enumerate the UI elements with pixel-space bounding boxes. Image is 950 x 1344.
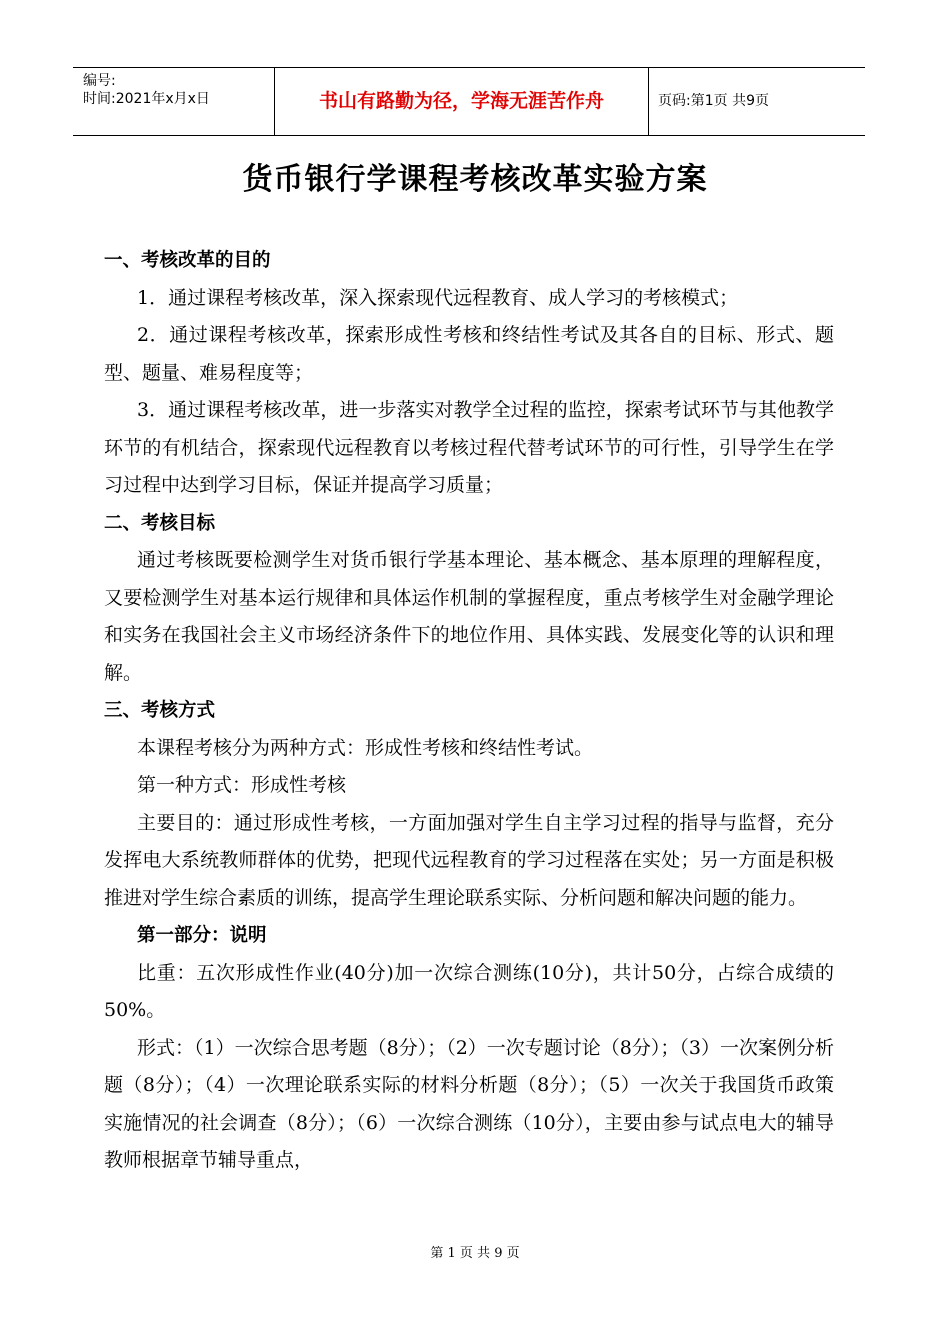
paragraph: 第一种方式：形成性考核 [137, 774, 347, 796]
paragraph: 1．通过课程考核改革，深入探索现代远程教育、成人学习的考核模式； [137, 286, 739, 309]
header-motto: 书山有路勤为径，学海无涯苦作舟 [275, 68, 649, 135]
document-body [104, 242, 834, 1180]
paragraph: 比重：五次形成性作业(40分)加一次综合测练(10分)，共计50分，占综合成绩的50%。 [104, 961, 834, 1021]
paragraph: 3．通过课程考核改革，进一步落实对教学全过程的监控，探索考试环节与其他教学环节的有机结合，探索现代远程教育以考核过程代替考试环节的可行性，引导学生在学习过程中达到学习目标，保证并提高学习质量； [104, 399, 834, 496]
document-header [73, 67, 865, 136]
header-meta [73, 68, 275, 135]
section-heading: 三、考核方式 [104, 700, 216, 721]
document-title: 货币银行学课程考核改革实验方案 [242, 162, 708, 197]
paragraph: 本课程考核分为两种方式：形成性考核和终结性考试。 [137, 736, 594, 759]
page-footer: 第 1 页 共 9 页 [430, 1246, 520, 1261]
section-heading: 二、考核目标 [104, 512, 216, 534]
section-heading: 一、考核改革的目的 [104, 250, 271, 271]
time-label: 时间:2021年x月x日 [83, 91, 210, 107]
paragraph: 2．通过课程考核改革，探索形成性考核和终结性考试及其各自的目标、形式、题型、题量、难易程度等； [104, 324, 834, 384]
paragraph: 形式：（1）一次综合思考题（8分）；（2）一次专题讨论（8分）；（3）一次案例分析题（8分）；（4）一次理论联系实际的材料分析题（8分）；（5）一次关于我国货币政策实施情况的社会调查（8分）；（6）一次综合测练（10分），主要由参与试点电大的辅导教师根据章节辅导重点， [104, 1036, 834, 1171]
number-label: 编号: [83, 73, 116, 89]
subsection-heading: 第一部分：说明 [137, 925, 267, 946]
header-page-info: 页码:第1页 共9页 [658, 93, 769, 109]
paragraph: 主要目的：通过形成性考核，一方面加强对学生自主学习过程的指导与监督，充分发挥电大系统教师群体的优势，把现代远程教育的学习过程落在实处；另一方面是积极推进对学生综合素质的训练，提高学生理论联系实际、分析问题和解决问题的能力。 [104, 811, 834, 909]
paragraph: 通过考核既要检测学生对货币银行学基本理论、基本概念、基本原理的理解程度，又要检测学生对基本运行规律和具体运作机制的掌握程度，重点考核学生对金融学理论和实务在我国社会主义市场经济条件下的地位作用、具体实践、发展变化等的认识和理解。 [104, 549, 834, 684]
